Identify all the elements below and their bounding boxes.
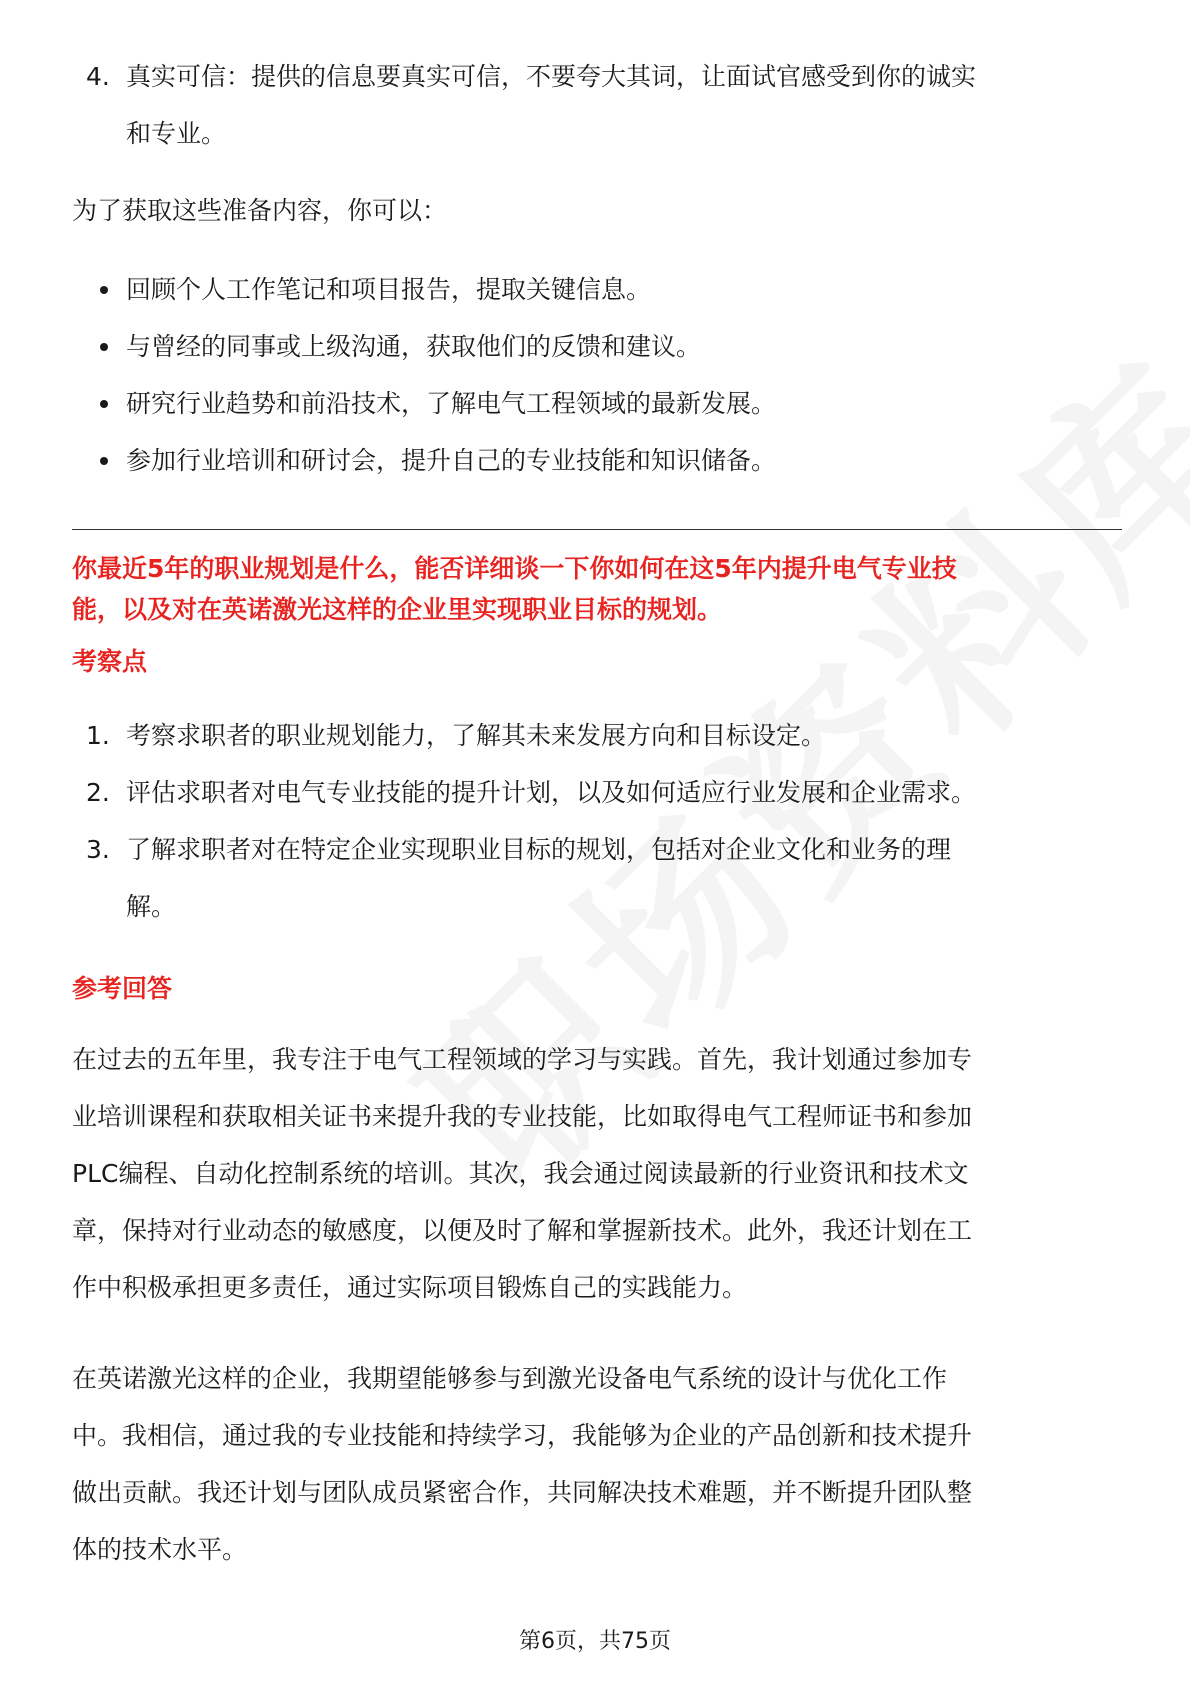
bullet-icon	[100, 343, 108, 351]
paragraph-line: 作中积极承担更多责任，通过实际项目锻炼自己的实践能力。	[72, 1273, 748, 1302]
list-number: 4.	[86, 62, 110, 91]
bullet-icon	[100, 457, 108, 465]
paragraph-line: 在英诺激光这样的企业，我期望能够参与到激光设备电气系统的设计与优化工作	[72, 1364, 948, 1393]
paragraph-line: PLC编程、自动化控制系统的培训。其次，我会通过阅读最新的行业资讯和技术文	[72, 1159, 969, 1188]
list-text: 参加行业培训和研讨会，提升自己的专业技能和知识储备。	[126, 446, 777, 475]
paragraph-line: 业培训课程和获取相关证书来提升我的专业技能，比如取得电气工程师证书和参加	[72, 1102, 973, 1131]
list-text-line: 和专业。	[126, 119, 227, 148]
paragraph-line: 做出贡献。我还计划与团队成员紧密合作，共同解决技术难题，并不断提升团队整	[72, 1478, 973, 1507]
list-item	[72, 48, 1122, 162]
list-item	[72, 707, 1122, 764]
paragraph-line: 体的技术水平。	[72, 1535, 248, 1564]
list-item	[72, 821, 1122, 935]
list-item	[72, 432, 1122, 489]
prep-bullet-list	[72, 261, 1122, 489]
list-text: 与曾经的同事或上级沟通，获取他们的反馈和建议。	[126, 332, 702, 361]
prep-intro: 为了获取这些准备内容，你可以：	[72, 196, 448, 225]
paragraph-line: 在过去的五年里，我专注于电气工程领域的学习与实践。首先，我计划通过参加专	[72, 1045, 973, 1074]
list-text-line: 真实可信：提供的信息要真实可信，不要夸大其词，让面试官感受到你的诚实	[126, 62, 977, 91]
question-heading	[72, 548, 1122, 630]
paragraph-line: 中。我相信，通过我的专业技能和持续学习，我能够为企业的产品创新和技术提升	[72, 1421, 973, 1450]
answer-paragraph	[72, 1350, 1122, 1578]
answer-label: 参考回答	[72, 974, 173, 1003]
list-text-line: 评估求职者对电气专业技能的提升计划，以及如何适应行业发展和企业需求。	[126, 778, 977, 807]
list-text: 研究行业趋势和前沿技术，了解电气工程领域的最新发展。	[126, 389, 777, 418]
question-line: 能，以及对在英诺激光这样的企业里实现职业目标的规划。	[72, 595, 723, 624]
list-number: 2.	[86, 778, 110, 807]
assessment-label: 考察点	[72, 647, 148, 676]
list-item	[72, 375, 1122, 432]
list-number: 3.	[86, 835, 110, 864]
list-text-line: 解。	[126, 892, 177, 921]
list-item	[72, 261, 1122, 318]
assessment-list	[72, 707, 1122, 935]
bullet-icon	[100, 286, 108, 294]
list-text-line: 了解求职者对在特定企业实现职业目标的规划，包括对企业文化和业务的理	[126, 835, 952, 864]
list-item	[72, 764, 1122, 821]
answer-paragraph	[72, 1031, 1122, 1316]
page-footer: 第6页，共75页	[519, 1629, 671, 1654]
question-line: 你最近5年的职业规划是什么，能否详细谈一下你如何在这5年内提升电气专业技	[72, 554, 957, 583]
list-text: 回顾个人工作笔记和项目报告，提取关键信息。	[126, 275, 652, 304]
document-page	[72, 48, 1122, 1578]
list-number: 1.	[86, 721, 110, 750]
list-text-line: 考察求职者的职业规划能力，了解其未来发展方向和目标设定。	[126, 721, 827, 750]
paragraph-line: 章，保持对行业动态的敏感度，以便及时了解和掌握新技术。此外，我还计划在工	[72, 1216, 973, 1245]
bullet-icon	[100, 400, 108, 408]
list-item	[72, 318, 1122, 375]
section-divider	[72, 529, 1122, 530]
